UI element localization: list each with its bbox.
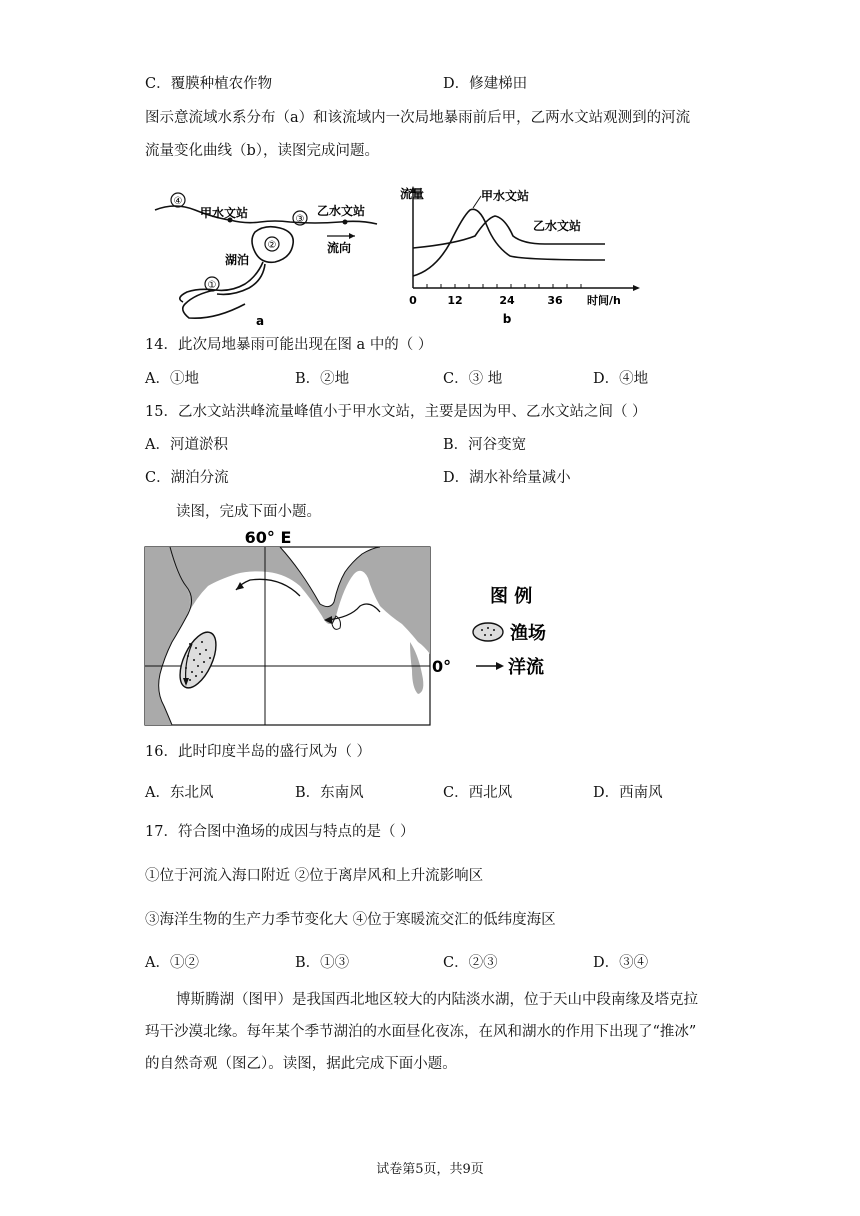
mark-1: ①	[207, 280, 217, 291]
q17-option-b: B．①③	[295, 955, 350, 971]
legend-fishery: 渔场	[510, 623, 546, 644]
intro-3-line-3: 的自然奇观（图乙）。读图，据此完成下面小题。	[145, 1056, 457, 1072]
q17-option-c: C．②③	[443, 955, 498, 971]
series-jia-label: 甲水文站	[481, 189, 530, 203]
legend-current: 洋流	[508, 657, 544, 678]
tick-36: 36	[547, 294, 563, 307]
q17-statement-2: ③海洋生物的生产力季节变化大 ④位于寒暖流交汇的低纬度海区	[145, 912, 556, 928]
longitude-label: 60° E	[244, 528, 292, 547]
indian-ocean-map	[140, 524, 580, 730]
q14-option-a: A．①地	[145, 371, 199, 387]
lake-label: 湖泊	[225, 253, 250, 267]
y-axis-label: 流量	[400, 187, 425, 201]
q14-option-c: C．③ 地	[443, 371, 503, 387]
q15-option-b: B．河谷变宽	[443, 437, 527, 453]
q15-option-c: C．湖泊分流	[145, 470, 229, 486]
fishery-legend-icon	[473, 623, 503, 641]
figure-a-river-system	[145, 180, 385, 330]
intro-line-1: 图示意流域水系分布（a）和该流域内一次局地暴雨前后甲，乙两水文站观测到的河流	[145, 110, 691, 126]
tick-12: 12	[447, 294, 463, 307]
q17-option-a: A．①②	[145, 955, 199, 971]
figure-a-label: a	[255, 314, 265, 328]
intro-3-line-1: 博斯腾湖（图甲）是我国西北地区较大的内陆淡水湖，位于天山中段南缘及塔克拉	[176, 992, 698, 1008]
station-yi-label: 乙水文站	[317, 204, 366, 218]
flow-label: 流向	[327, 241, 352, 255]
intro-3-line-2: 玛干沙漠北缘。每年某个季节湖泊的水面昼化夜冻，在风和湖水的作用下出现了“推冰”	[145, 1024, 697, 1040]
figure-b-label: b	[502, 312, 512, 326]
option-c: C．覆膜种植农作物	[145, 76, 273, 92]
page-footer: 试卷第5页，共9页	[376, 1162, 484, 1177]
mark-4: ④	[173, 196, 183, 207]
option-d: D．修建梯田	[443, 76, 528, 92]
mark-2: ②	[267, 240, 277, 251]
q15-option-a: A．河道淤积	[145, 437, 228, 453]
q17-option-d: D．③④	[593, 955, 649, 971]
series-yi-label: 乙水文站	[533, 219, 582, 233]
q15-option-d: D．湖水补给量减小	[443, 470, 571, 486]
station-jia-label: 甲水文站	[200, 206, 249, 220]
q16-stem: 16．此时印度半岛的盛行风为（ ）	[145, 744, 372, 760]
q14-stem: 14．此次局地暴雨可能出现在图 a 中的（ ）	[145, 337, 433, 353]
tick-24: 24	[499, 294, 515, 307]
q16-option-c: C．西北风	[443, 785, 513, 801]
q16-option-b: B．东南风	[295, 785, 364, 801]
legend-title: 图 例	[490, 586, 533, 607]
q14-option-b: B．②地	[295, 371, 350, 387]
intro-line-2: 流量变化曲线（b），读图完成问题。	[145, 143, 380, 159]
q16-option-a: A．东北风	[145, 785, 214, 801]
mark-3: ③	[295, 214, 305, 225]
q15-stem: 15．乙水文站洪峰流量峰值小于甲水文站，主要是因为甲、乙水文站之间（ ）	[145, 404, 647, 420]
x-axis-label: 时间/h	[587, 294, 621, 307]
q16-option-d: D．西南风	[593, 785, 663, 801]
tick-0: 0	[409, 294, 417, 307]
figure-b-flow-chart	[395, 178, 645, 330]
latitude-label: 0°	[432, 657, 452, 676]
q14-option-d: D．④地	[593, 371, 649, 387]
q17-stem: 17．符合图中渔场的成因与特点的是（ ）	[145, 824, 415, 840]
intro-2: 读图，完成下面小题。	[176, 504, 321, 520]
q17-statement-1: ①位于河流入海口附近 ②位于离岸风和上升流影响区	[145, 868, 484, 884]
